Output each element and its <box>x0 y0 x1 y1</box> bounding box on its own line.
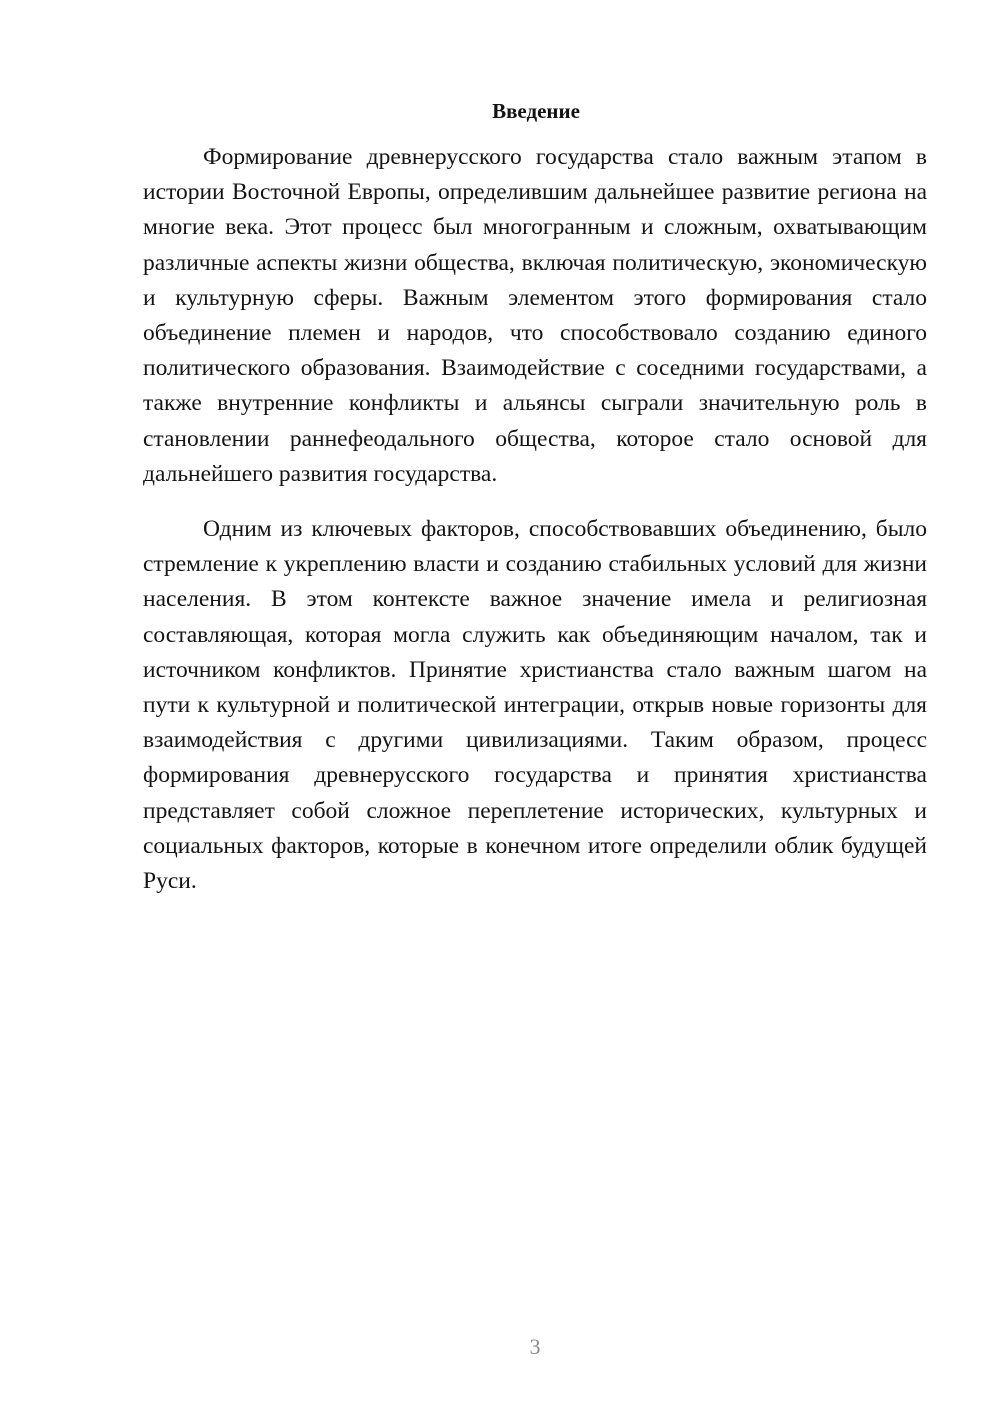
paragraph-2: Одним из ключевых факторов, способствовавших объединению, было стремление к укреплению власти и созданию стабильных условий для жизни населения. В этом контексте важное значение имела и религиозная составляющая, которая могла служить как объединяющим началом, так и источником конфликтов. Принятие христианства стало важным шагом на пути к культурной и политической интеграции, открыв новые горизонты для взаимодействия с другими цивилизациями. Таким образом, процесс формирования древнерусского государства и принятия христианства представляет собой сложное переплетение исторических, культурных и социальных факторов, которые в конечном итоге определили облик будущей Руси. <box>143 516 927 895</box>
page-title: Введение <box>492 99 580 123</box>
page-number: 3 <box>529 1334 541 1359</box>
document-body <box>143 140 927 899</box>
paragraph-1: Формирование древнерусского государства стало важным этапом в истории Восточной Европы, определившим дальнейшее развитие региона на многие века. Этот процесс был многогранным и сложным, охватывающим различные аспекты жизни общества, включая политическую, экономическую и культурную сферы. Важным элементом этого формирования стало объединение племен и народов, что способствовало созданию единого политического образования. Взаимодействие с соседними государствами, а также внутренние конфликты и альянсы сыграли значительную роль в становлении раннефеодального общества, которое стало основой для дальнейшего развития государства. <box>143 144 927 487</box>
